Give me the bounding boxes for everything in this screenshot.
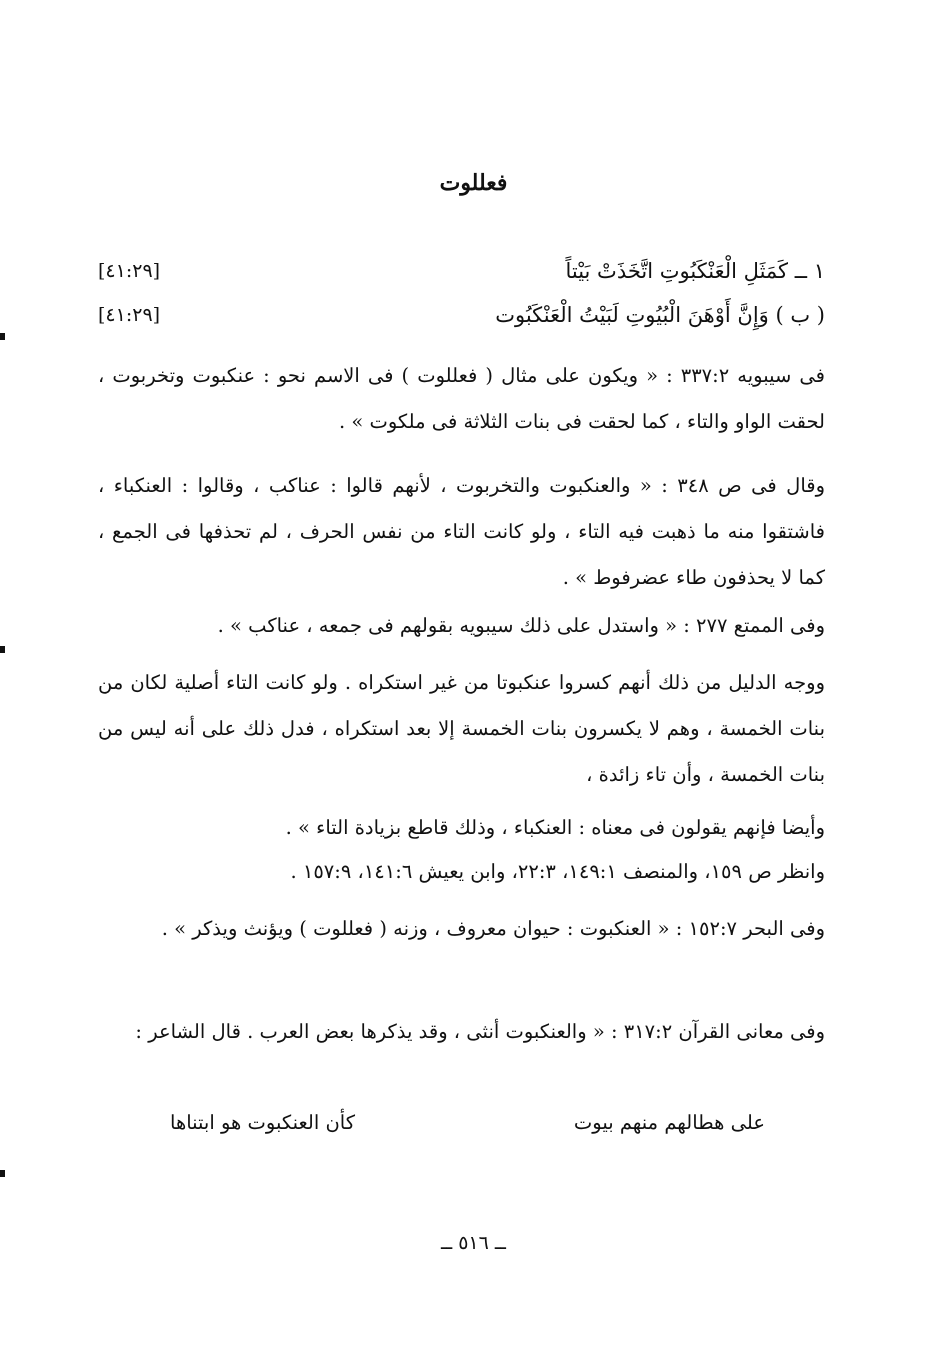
paragraph-bahr-quote: وفى البحر ١٥٢:٧ : « العنكبوت : حيوان معروف ، وزنه ( فعللوت ) ويؤنث ويذكر » . xyxy=(161,917,825,940)
verse-reference: [٤١:٢٩] xyxy=(98,304,161,326)
paragraph-page-348-quote: وقال فى ص ٣٤٨ : « والعنكبوت والتخربوت ، لأنهم قالوا : عناكب ، وقالوا : العنكباء ، فاشتقوا منه ما ذهبت فيه التاء ، ولو كانت التاء من نفس الحرف ، لم تحذفها فى الجمع ، كما لا يحذفون طاء عضرفوط » . xyxy=(98,474,826,589)
paragraph-references: وانظر ص ١٥٩، والمنصف ١٤٩:١، ٢٢:٣، وابن يعيش ١٤١:٦، ١٥٧:٩ . xyxy=(290,860,825,883)
page-number: ــ ٥١٦ ــ xyxy=(441,1232,506,1254)
margin-mark xyxy=(0,646,5,653)
paragraph-sibawayh-quote: فى سيبويه ٣٣٧:٢ : « ويكون على مثال ( فعللوت ) فى الاسم نحو : عنكبوت وتخربوت ، لحقت الواو والتاء ، كما لحقت فى بنات الثلاثة فى ملكوت » . xyxy=(98,364,825,433)
verse-reference: [٤١:٢٩] xyxy=(98,260,161,282)
paragraph-maani-quote: وفى معانى القرآن ٣١٧:٢ : « والعنكبوت أنثى ، وقد يذكرها بعض العرب . قال الشاعر : xyxy=(135,1020,825,1043)
poem-verse xyxy=(170,1103,765,1143)
paragraph-mumti-quote: وفى الممتع ٢٧٧ : « واستدل على ذلك سيبويه بقولهم فى جمعه ، عناكب » . xyxy=(217,614,825,637)
verse-text: ١ ــ كَمَثَلِ الْعَنْكَبُوتِ اتَّخَذَتْ بَيْتاً xyxy=(565,259,825,283)
quran-verse xyxy=(98,298,825,332)
paragraph-ankaba: وأيضا فإنهم يقولون فى معناه : العنكباء ، وذلك قاطع بزيادة التاء » . xyxy=(285,816,825,839)
poem-second-hemistich: كأن العنكبوت هو ابتناها xyxy=(170,1111,356,1134)
quran-verse xyxy=(98,254,825,288)
verse-text: ( ب ) وَإِنَّ أَوْهَنَ الْبُيُوتِ لَبَيْتُ الْعَنْكَبُوت xyxy=(495,303,825,327)
margin-mark xyxy=(0,333,5,340)
section-heading: فعللوت xyxy=(439,170,508,196)
poem-first-hemistich: على هطالهم منهم بيوت xyxy=(573,1111,765,1134)
margin-mark xyxy=(0,1170,5,1177)
paragraph-evidence: ووجه الدليل من ذلك أنهم كسروا عنكبوتا من غير استكراه . ولو كانت التاء أصلية لكان من بنات الخمسة ، وهم لا يكسرون بنات الخمسة إلا بعد استكراه ، فدل ذلك على أنه ليس من بنات الخمسة ، وأن تاء زائدة ، xyxy=(98,671,825,786)
